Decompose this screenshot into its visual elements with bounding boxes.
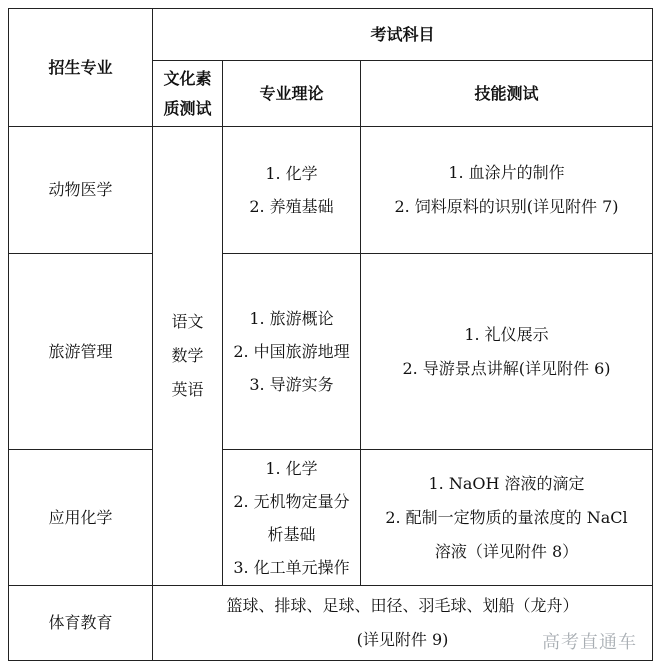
major-cell: 动物医学 <box>9 127 153 254</box>
theory-item: 1. 化学 <box>265 458 318 478</box>
watermark: 高考直通车 <box>542 632 637 653</box>
admission-exam-table <box>8 8 653 661</box>
header-culture-line2: 质测试 <box>163 98 212 118</box>
skill-item: 2. 配制一定物质的量浓度的 NaCl <box>385 507 628 527</box>
combined-item: (详见附件 9) <box>356 630 449 649</box>
skill-item: 2. 饲料原料的识别(详见附件 7) <box>394 197 619 216</box>
header-exam-subjects: 考试科目 <box>153 9 653 61</box>
skill-item: 1. 血涂片的制作 <box>448 163 565 182</box>
major-cell: 应用化学 <box>9 450 153 586</box>
major-cell: 旅游管理 <box>9 254 153 450</box>
header-major: 招生专业 <box>9 9 153 127</box>
skill-item: 1. NaOH 溶液的滴定 <box>428 473 585 493</box>
theory-cell <box>223 450 361 586</box>
theory-item: 1. 化学 <box>265 164 318 183</box>
header-skill: 技能测试 <box>361 61 653 127</box>
theory-item: 2. 中国旅游地理 <box>233 342 350 361</box>
header-culture <box>153 61 223 127</box>
theory-cell <box>223 254 361 450</box>
theory-item: 2. 无机物定量分 <box>233 491 350 511</box>
theory-item: 2. 养殖基础 <box>249 197 334 216</box>
theory-cell <box>223 127 361 254</box>
major-cell: 体育教育 <box>9 586 153 661</box>
combined-item: 篮球、排球、足球、田径、羽毛球、划船（龙舟） <box>226 596 579 615</box>
theory-item: 3. 导游实务 <box>249 375 334 394</box>
skill-item: 溶液（详见附件 8） <box>434 541 579 561</box>
skill-cell <box>361 254 653 450</box>
culture-subject: 数学 <box>171 346 204 365</box>
skill-item: 2. 导游景点讲解(详见附件 6) <box>402 358 611 378</box>
culture-subject: 语文 <box>171 312 204 331</box>
theory-item: 析基础 <box>267 524 316 544</box>
skill-item: 1. 礼仪展示 <box>464 324 549 344</box>
header-theory: 专业理论 <box>223 61 361 127</box>
header-culture-line1: 文化素 <box>163 68 212 88</box>
skill-cell <box>361 450 653 586</box>
culture-subjects-cell <box>153 127 223 586</box>
theory-item: 1. 旅游概论 <box>249 309 334 328</box>
skill-cell <box>361 127 653 254</box>
theory-item: 3. 化工单元操作 <box>233 557 350 577</box>
culture-subject: 英语 <box>171 380 204 399</box>
